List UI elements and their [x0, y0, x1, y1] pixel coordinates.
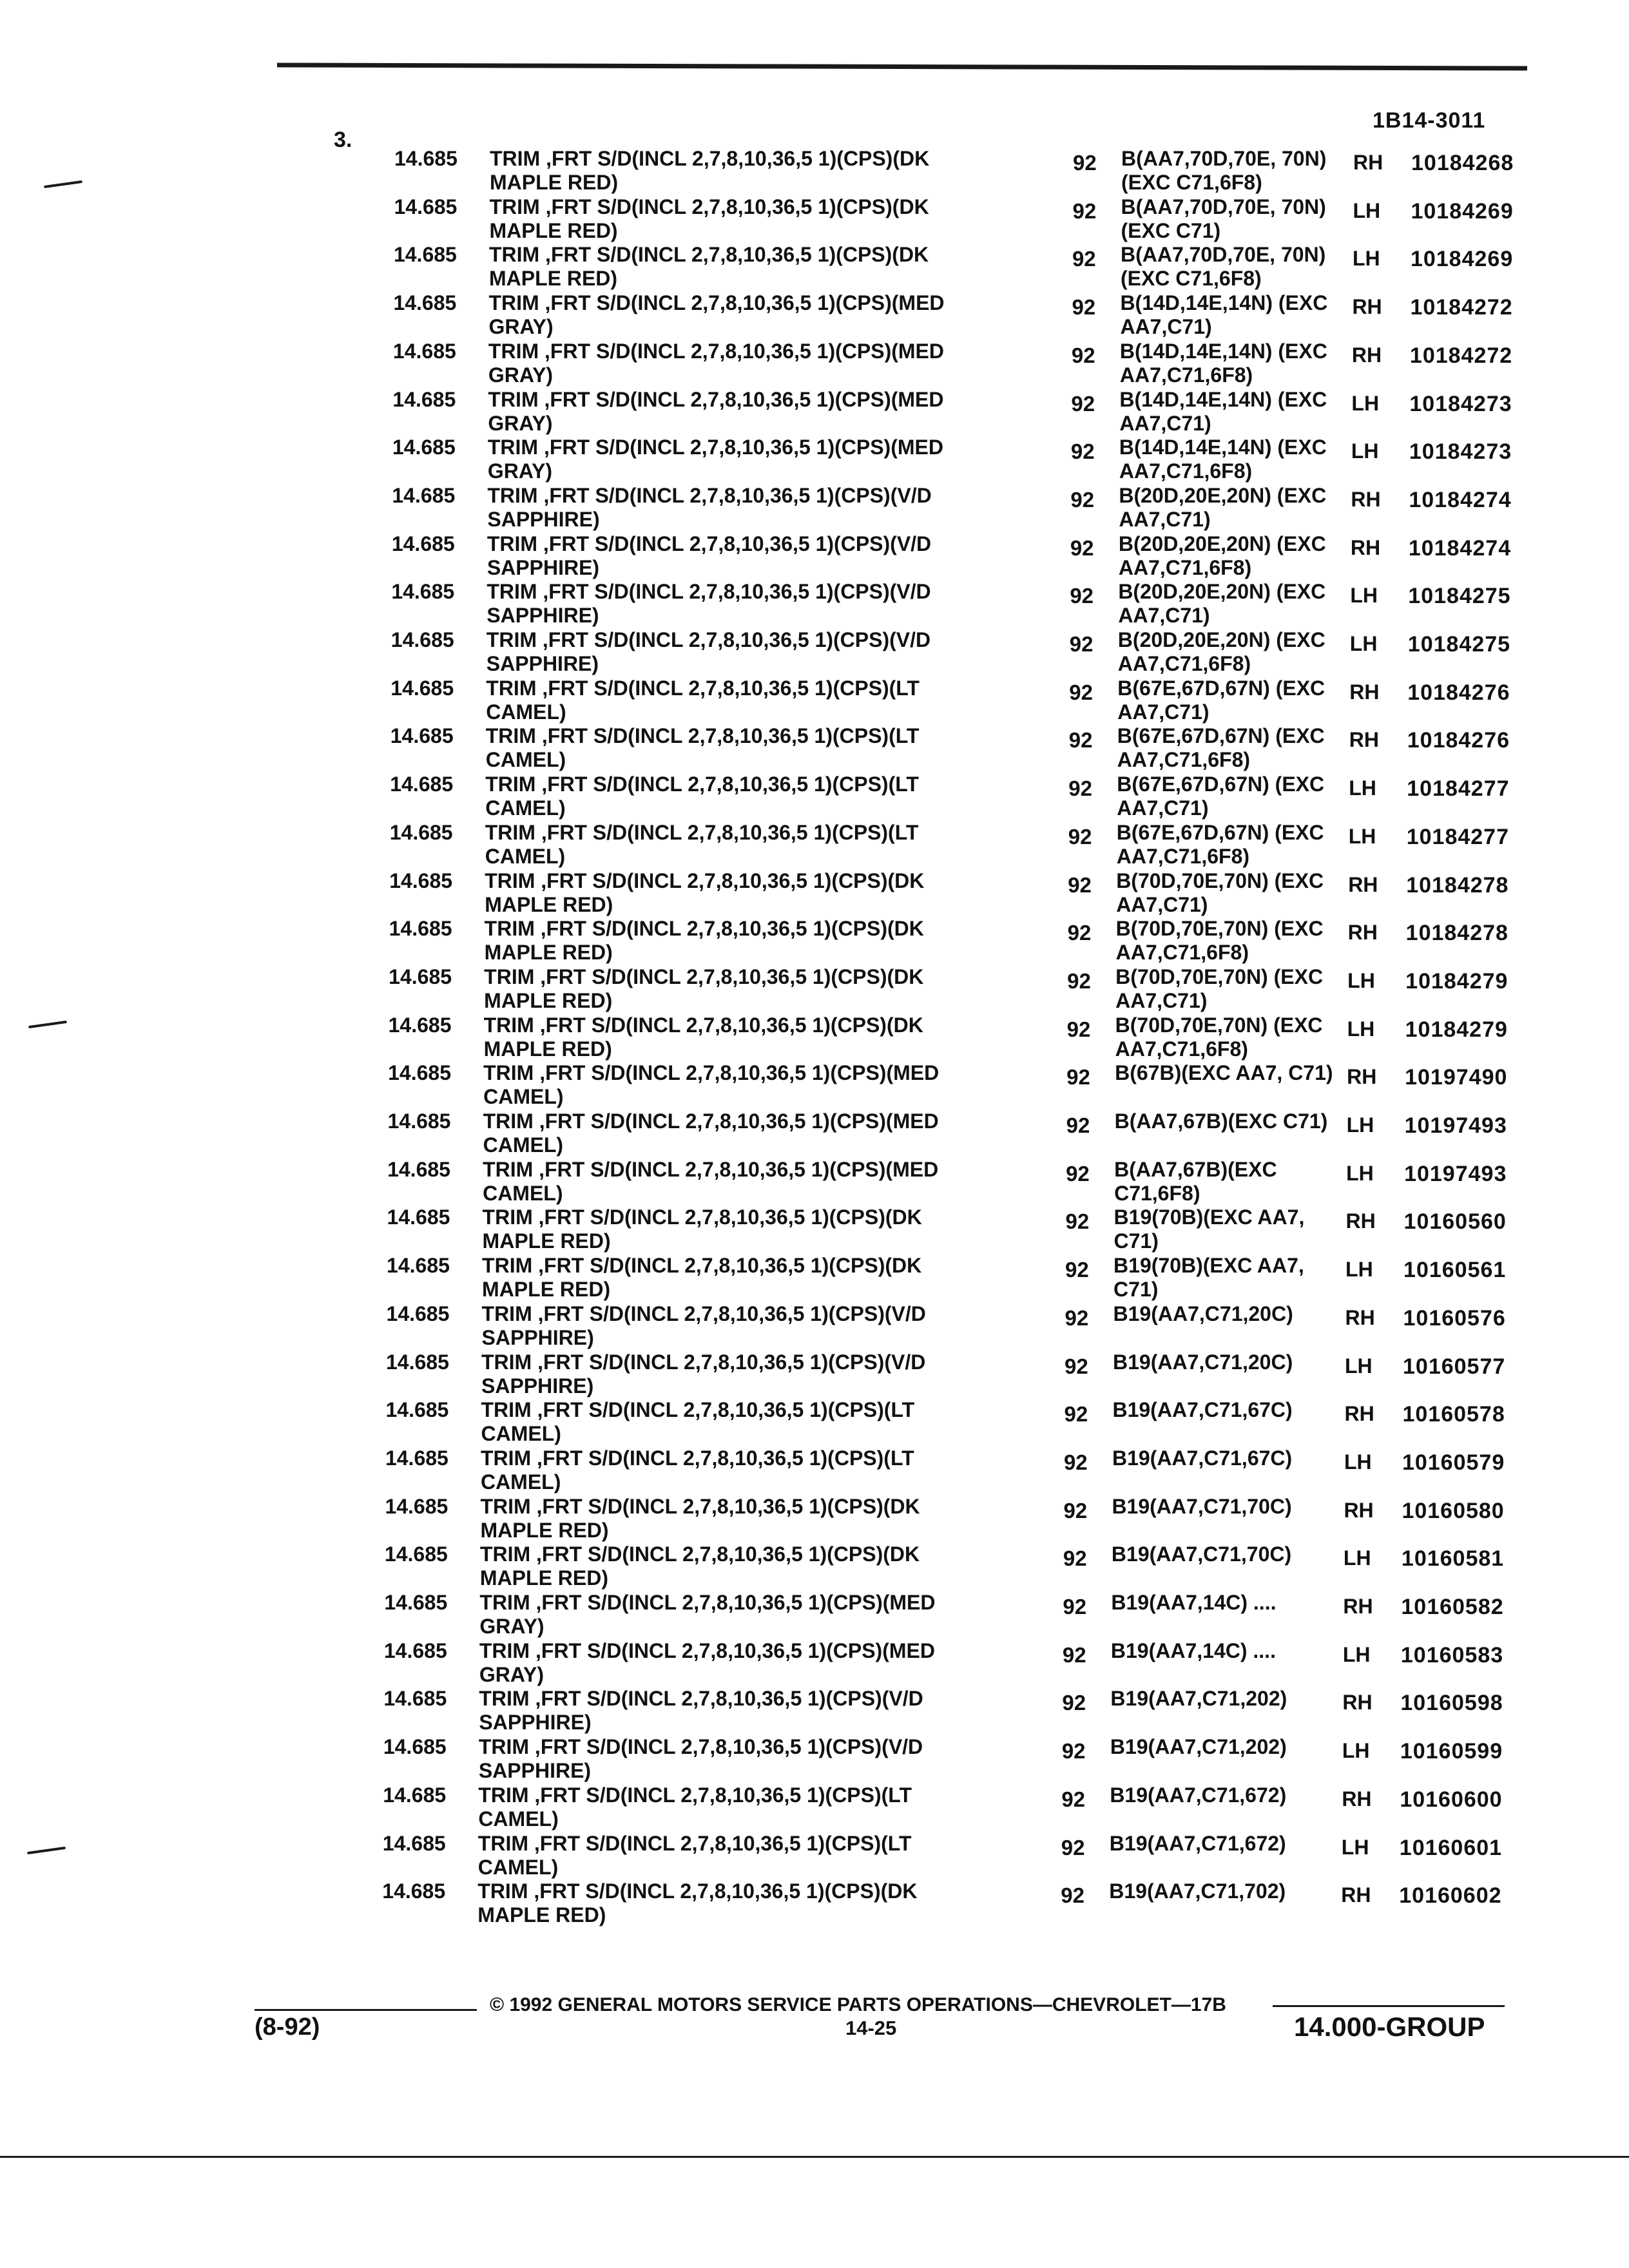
part-quantity: 92 [1070, 535, 1094, 560]
part-quantity: 92 [1061, 1883, 1084, 1908]
parts-row [0, 1591, 1629, 1639]
part-quantity: 92 [1070, 439, 1095, 464]
part-number: 10160561 [1403, 1258, 1507, 1283]
parts-row [0, 1446, 1629, 1495]
part-side: RH [1352, 295, 1382, 319]
part-group-number: 14.685 [391, 580, 455, 604]
part-quantity: 92 [1065, 1305, 1089, 1330]
part-side: RH [1345, 1305, 1375, 1329]
part-group-number: 14.685 [383, 1639, 447, 1662]
part-description: TRIM ,FRT S/D(INCL 2,7,8,10,36,5 1)(CPS)(DK MAPLE RED) [482, 1254, 922, 1302]
part-side: RH [1347, 1065, 1377, 1089]
part-number: 10160601 [1399, 1835, 1503, 1860]
footer-group-label: 14.000-GROUP [1294, 2012, 1485, 2042]
part-description: TRIM ,FRT S/D(INCL 2,7,8,10,36,5 1)(CPS)(V/D SAPPHIRE) [487, 483, 932, 531]
part-quantity: 92 [1066, 1113, 1090, 1137]
part-description: TRIM ,FRT S/D(INCL 2,7,8,10,36,5 1)(CPS)(DK MAPLE RED) [480, 1494, 920, 1542]
item-number: 3. [334, 128, 352, 152]
part-number: 10184275 [1407, 632, 1511, 657]
part-number: 10160560 [1403, 1209, 1507, 1235]
footer-rule-right [1273, 2005, 1505, 2007]
part-number: 10160581 [1401, 1546, 1505, 1571]
part-number: 10160578 [1402, 1402, 1505, 1427]
part-number: 10184268 [1411, 151, 1514, 175]
part-number: 10184272 [1410, 295, 1513, 320]
parts-row [0, 1639, 1629, 1687]
part-number: 10184279 [1405, 968, 1509, 994]
part-side: LH [1351, 391, 1380, 415]
part-description: TRIM ,FRT S/D(INCL 2,7,8,10,36,5 1)(CPS)(LT CAMEL) [486, 676, 920, 724]
part-quantity: 92 [1073, 151, 1097, 175]
part-model-usage: B(20D,20E,20N) (EXC AA7,C71) [1119, 483, 1327, 531]
part-side: LH [1353, 198, 1381, 222]
part-quantity: 92 [1072, 247, 1096, 271]
part-side: RH [1342, 1691, 1373, 1715]
part-model-usage: B(20D,20E,20N) (EXC AA7,C71) [1118, 580, 1326, 628]
part-number: 10160583 [1400, 1642, 1504, 1667]
part-model-usage: B19(AA7,C71,70C) [1111, 1542, 1292, 1566]
part-group-number: 14.685 [387, 1254, 450, 1278]
part-model-usage: B19(AA7,C71,20C) [1113, 1302, 1293, 1325]
parts-row [0, 532, 1629, 581]
page-code: 1B14-3011 [1373, 108, 1486, 133]
parts-row [0, 677, 1629, 725]
part-group-number: 14.685 [385, 1446, 448, 1470]
part-description: TRIM ,FRT S/D(INCL 2,7,8,10,36,5 1)(CPS)(V/D SAPPHIRE) [478, 1735, 923, 1783]
part-model-usage: B(70D,70E,70N) (EXC AA7,C71,6F8) [1115, 917, 1324, 965]
parts-row [0, 1014, 1629, 1062]
parts-row [0, 1206, 1629, 1254]
part-model-usage: B19(AA7,C71,702) [1109, 1879, 1286, 1903]
part-quantity: 92 [1065, 1258, 1089, 1282]
parts-row [0, 340, 1629, 388]
part-description: TRIM ,FRT S/D(INCL 2,7,8,10,36,5 1)(CPS)(MED GRAY) [488, 339, 944, 387]
part-group-number: 14.685 [390, 724, 454, 748]
part-quantity: 92 [1065, 1354, 1088, 1378]
part-side: LH [1345, 1258, 1373, 1282]
part-number: 10160580 [1402, 1498, 1505, 1523]
part-quantity: 92 [1070, 584, 1094, 608]
part-group-number: 14.685 [391, 532, 455, 555]
parts-row [0, 243, 1629, 291]
part-model-usage: B(20D,20E,20N) (EXC AA7,C71,6F8) [1118, 532, 1326, 579]
page-bottom-rule [0, 2156, 1629, 2158]
part-description: TRIM ,FRT S/D(INCL 2,7,8,10,36,5 1)(CPS)(LT CAMEL) [485, 773, 919, 820]
part-description: TRIM ,FRT S/D(INCL 2,7,8,10,36,5 1)(CPS)(DK MAPLE RED) [484, 917, 924, 965]
part-quantity: 92 [1068, 728, 1093, 753]
part-number: 10184279 [1405, 1017, 1508, 1042]
part-quantity: 92 [1068, 824, 1092, 849]
part-description: TRIM ,FRT S/D(INCL 2,7,8,10,36,5 1)(CPS)(DK MAPLE RED) [485, 869, 925, 916]
part-group-number: 14.685 [387, 1110, 451, 1133]
part-model-usage: B(67E,67D,67N) (EXC AA7,C71) [1117, 773, 1325, 820]
part-group-number: 14.685 [393, 243, 457, 267]
parts-row [0, 1398, 1629, 1446]
parts-row [0, 1254, 1629, 1302]
part-side: LH [1347, 968, 1375, 992]
part-group-number: 14.685 [383, 1783, 447, 1807]
part-quantity: 92 [1067, 921, 1092, 945]
part-model-usage: B19(AA7,C71,20C) [1113, 1350, 1293, 1374]
part-number: 10184272 [1409, 343, 1513, 368]
parts-row [0, 1735, 1629, 1783]
part-side: RH [1343, 1595, 1373, 1618]
part-group-number: 14.685 [393, 291, 457, 315]
part-quantity: 92 [1066, 1017, 1091, 1041]
part-number: 10160582 [1401, 1595, 1504, 1619]
part-side: LH [1346, 1161, 1374, 1185]
part-number: 10184277 [1406, 824, 1509, 849]
part-group-number: 14.685 [392, 387, 456, 411]
part-side: LH [1344, 1450, 1372, 1474]
part-number: 10160602 [1399, 1883, 1502, 1908]
part-quantity: 92 [1062, 1691, 1086, 1715]
parts-row [0, 1783, 1629, 1832]
parts-row [0, 821, 1629, 869]
part-description: TRIM ,FRT S/D(INCL 2,7,8,10,36,5 1)(CPS)(DK MAPLE RED) [484, 965, 924, 1012]
part-quantity: 92 [1064, 1402, 1088, 1427]
part-side: RH [1353, 151, 1383, 174]
part-description: TRIM ,FRT S/D(INCL 2,7,8,10,36,5 1)(CPS)(LT CAMEL) [478, 1783, 912, 1831]
part-number: 10160577 [1403, 1354, 1506, 1379]
part-quantity: 92 [1068, 872, 1092, 897]
part-group-number: 14.685 [383, 1735, 447, 1759]
part-group-number: 14.685 [382, 1831, 446, 1855]
part-side: RH [1344, 1402, 1374, 1426]
part-quantity: 92 [1061, 1739, 1086, 1763]
parts-row [0, 1158, 1629, 1206]
parts-row [0, 1110, 1629, 1158]
parts-row [0, 1495, 1629, 1543]
part-quantity: 92 [1066, 1065, 1090, 1090]
part-model-usage: B(67E,67D,67N) (EXC AA7,C71,6F8) [1117, 724, 1325, 772]
part-quantity: 92 [1067, 968, 1091, 993]
part-model-usage: B(70D,70E,70N) (EXC AA7,C71) [1115, 965, 1324, 1012]
part-group-number: 14.685 [385, 1494, 448, 1518]
part-number: 10197490 [1405, 1065, 1508, 1090]
part-side: RH [1341, 1883, 1371, 1907]
part-model-usage: B19(70B)(EXC AA7, C71) [1113, 1206, 1305, 1253]
part-group-number: 14.685 [385, 1398, 449, 1422]
part-model-usage: B(AA7,70D,70E, 70N)(EXC C71) [1121, 195, 1326, 242]
part-model-usage: B19(AA7,C71,202) [1110, 1687, 1287, 1711]
part-side: RH [1351, 343, 1382, 367]
part-group-number: 14.685 [386, 1350, 449, 1374]
part-description: TRIM ,FRT S/D(INCL 2,7,8,10,36,5 1)(CPS)(V/D SAPPHIRE) [487, 580, 931, 628]
part-group-number: 14.685 [389, 917, 452, 941]
part-quantity: 92 [1066, 1161, 1090, 1186]
part-side: LH [1343, 1546, 1371, 1570]
part-quantity: 92 [1061, 1835, 1085, 1860]
part-side: RH [1351, 487, 1381, 511]
part-group-number: 14.685 [389, 869, 453, 892]
part-side: RH [1349, 680, 1380, 704]
part-side: LH [1349, 632, 1378, 655]
part-number: 10184278 [1406, 872, 1509, 898]
footer-rule-left [255, 2009, 477, 2011]
part-number: 10184278 [1405, 921, 1509, 946]
part-side: RH [1344, 1498, 1374, 1522]
parts-row [0, 917, 1629, 965]
part-quantity: 92 [1071, 343, 1095, 367]
part-model-usage: B19(70B)(EXC AA7, C71) [1113, 1254, 1304, 1302]
part-side: LH [1342, 1739, 1370, 1763]
part-number: 10160598 [1400, 1691, 1503, 1716]
part-description: TRIM ,FRT S/D(INCL 2,7,8,10,36,5 1)(CPS)(DK MAPLE RED) [488, 243, 929, 291]
part-quantity: 92 [1063, 1595, 1087, 1619]
part-number: 10184276 [1407, 728, 1510, 753]
parts-row [0, 724, 1629, 773]
part-quantity: 92 [1069, 632, 1094, 656]
part-quantity: 92 [1068, 776, 1092, 801]
footer-revision-date: (8-92) [255, 2013, 320, 2041]
footer-page-number: 14-25 [845, 2017, 897, 2039]
part-number: 10184277 [1407, 776, 1510, 802]
part-quantity: 92 [1072, 198, 1097, 223]
part-model-usage: B(AA7,70D,70E, 70N)(EXC C71,6F8) [1121, 147, 1327, 194]
part-description: TRIM ,FRT S/D(INCL 2,7,8,10,36,5 1)(CPS)(DK MAPLE RED) [479, 1542, 920, 1590]
parts-row [0, 388, 1629, 436]
part-description: TRIM ,FRT S/D(INCL 2,7,8,10,36,5 1)(CPS)(LT CAMEL) [480, 1446, 914, 1494]
parts-row [0, 965, 1629, 1014]
part-model-usage: B19(AA7,14C) .... [1111, 1591, 1277, 1614]
part-side: RH [1342, 1787, 1372, 1811]
part-number: 10197493 [1404, 1161, 1507, 1186]
part-side: LH [1351, 439, 1379, 463]
parts-row [0, 1350, 1629, 1399]
part-number: 10184274 [1408, 535, 1512, 561]
part-group-number: 14.685 [387, 1157, 450, 1181]
part-side: LH [1352, 247, 1380, 271]
part-side: LH [1345, 1354, 1373, 1378]
part-model-usage: B19(AA7,C71,67C) [1112, 1446, 1293, 1470]
part-group-number: 14.685 [390, 773, 454, 796]
part-side: RH [1345, 1209, 1376, 1233]
part-model-usage: B19(AA7,C71,202) [1110, 1735, 1287, 1759]
part-side: RH [1348, 872, 1378, 896]
parts-row [0, 1302, 1629, 1350]
part-side: RH [1349, 728, 1379, 752]
parts-row [0, 1832, 1629, 1880]
part-description: TRIM ,FRT S/D(INCL 2,7,8,10,36,5 1)(CPS)(DK MAPLE RED) [489, 195, 929, 242]
parts-row [0, 628, 1629, 677]
part-group-number: 14.685 [392, 436, 456, 459]
part-number: 10160600 [1400, 1787, 1503, 1812]
parts-row [0, 291, 1629, 340]
part-side: LH [1349, 776, 1376, 800]
part-description: TRIM ,FRT S/D(INCL 2,7,8,10,36,5 1)(CPS)(MED GRAY) [488, 291, 945, 339]
parts-row [0, 436, 1629, 484]
part-group-number: 14.685 [382, 1879, 446, 1903]
part-group-number: 14.685 [394, 147, 458, 170]
part-number: 10184269 [1411, 198, 1514, 224]
part-description: TRIM ,FRT S/D(INCL 2,7,8,10,36,5 1)(CPS)(MED GRAY) [488, 387, 944, 435]
part-description: TRIM ,FRT S/D(INCL 2,7,8,10,36,5 1)(CPS)(LT CAMEL) [477, 1831, 912, 1879]
part-model-usage: B(70D,70E,70N) (EXC AA7,C71,6F8) [1115, 1013, 1323, 1061]
part-number: 10197493 [1404, 1113, 1507, 1138]
part-model-usage: B19(AA7,14C) .... [1110, 1639, 1276, 1662]
parts-row [0, 484, 1629, 532]
part-side: RH [1350, 535, 1381, 559]
part-side: LH [1350, 584, 1378, 608]
part-quantity: 92 [1063, 1450, 1088, 1474]
part-description: TRIM ,FRT S/D(INCL 2,7,8,10,36,5 1)(CPS)(MED CAMEL) [483, 1157, 939, 1205]
part-description: TRIM ,FRT S/D(INCL 2,7,8,10,36,5 1)(CPS)(MED CAMEL) [483, 1061, 940, 1109]
part-description: TRIM ,FRT S/D(INCL 2,7,8,10,36,5 1)(CPS)(LT CAMEL) [485, 820, 919, 868]
part-model-usage: B(AA7,67B)(EXC C71,6F8) [1114, 1157, 1277, 1205]
part-description: TRIM ,FRT S/D(INCL 2,7,8,10,36,5 1)(CPS)(MED CAMEL) [483, 1110, 939, 1157]
part-model-usage: B(14D,14E,14N) (EXC AA7,C71) [1120, 291, 1328, 339]
parts-row [0, 147, 1629, 195]
part-description: TRIM ,FRT S/D(INCL 2,7,8,10,36,5 1)(CPS)(DK MAPLE RED) [483, 1013, 923, 1061]
part-group-number: 14.685 [386, 1302, 450, 1325]
part-number: 10184275 [1408, 584, 1511, 609]
part-description: TRIM ,FRT S/D(INCL 2,7,8,10,36,5 1)(CPS)(MED GRAY) [479, 1591, 936, 1638]
part-number: 10184273 [1409, 439, 1512, 465]
part-group-number: 14.685 [387, 1206, 450, 1229]
parts-row [0, 1687, 1629, 1735]
part-model-usage: B(14D,14E,14N) (EXC AA7,C71,6F8) [1119, 339, 1327, 387]
part-description: TRIM ,FRT S/D(INCL 2,7,8,10,36,5 1)(CPS)(DK MAPLE RED) [482, 1206, 922, 1253]
part-quantity: 92 [1072, 295, 1096, 320]
parts-row [0, 1061, 1629, 1110]
part-description: TRIM ,FRT S/D(INCL 2,7,8,10,36,5 1)(CPS)(V/D SAPPHIRE) [486, 628, 931, 675]
part-quantity: 92 [1063, 1498, 1088, 1523]
part-model-usage: B(AA7,67B)(EXC C71) [1114, 1110, 1328, 1133]
part-quantity: 92 [1063, 1546, 1087, 1571]
part-group-number: 14.685 [389, 965, 452, 988]
part-description: TRIM ,FRT S/D(INCL 2,7,8,10,36,5 1)(CPS)(V/D SAPPHIRE) [487, 532, 932, 579]
part-group-number: 14.685 [388, 1061, 451, 1085]
part-group-number: 14.685 [390, 676, 454, 700]
parts-row [0, 580, 1629, 628]
part-description: TRIM ,FRT S/D(INCL 2,7,8,10,36,5 1)(CPS)(DK MAPLE RED) [490, 147, 930, 194]
part-side: LH [1348, 824, 1376, 848]
part-group-number: 14.685 [390, 628, 454, 651]
part-group-number: 14.685 [384, 1542, 448, 1566]
part-number: 10184276 [1407, 680, 1510, 705]
part-description: TRIM ,FRT S/D(INCL 2,7,8,10,36,5 1)(CPS)(LT CAMEL) [481, 1398, 915, 1446]
part-number: 10160599 [1400, 1739, 1503, 1764]
part-model-usage: B(67B)(EXC AA7, C71) [1115, 1061, 1333, 1085]
part-model-usage: B19(AA7,C71,672) [1109, 1831, 1286, 1855]
part-quantity: 92 [1069, 680, 1093, 704]
part-group-number: 14.685 [392, 339, 456, 363]
part-description: TRIM ,FRT S/D(INCL 2,7,8,10,36,5 1)(CPS)(MED GRAY) [487, 436, 943, 483]
part-quantity: 92 [1071, 391, 1095, 416]
part-quantity: 92 [1062, 1642, 1086, 1667]
part-model-usage: B19(AA7,C71,672) [1110, 1783, 1287, 1807]
parts-row [0, 1542, 1629, 1591]
part-model-usage: B(20D,20E,20N) (EXC AA7,C71,6F8) [1117, 628, 1325, 675]
part-side: LH [1341, 1835, 1369, 1859]
part-number: 10184273 [1409, 391, 1512, 416]
part-side: LH [1346, 1113, 1374, 1137]
part-model-usage: B(67E,67D,67N) (EXC AA7,C71,6F8) [1116, 820, 1324, 868]
part-number: 10184274 [1409, 487, 1512, 512]
part-model-usage: B(14D,14E,14N) (EXC AA7,C71,6F8) [1119, 436, 1327, 483]
part-description: TRIM ,FRT S/D(INCL 2,7,8,10,36,5 1)(CPS)(LT CAMEL) [485, 724, 920, 772]
part-quantity: 92 [1065, 1209, 1090, 1234]
part-number: 10160576 [1403, 1305, 1506, 1331]
part-description: TRIM ,FRT S/D(INCL 2,7,8,10,36,5 1)(CPS)(V/D SAPPHIRE) [479, 1687, 923, 1735]
part-side: LH [1347, 1017, 1375, 1041]
part-side: LH [1342, 1642, 1371, 1666]
part-model-usage: B19(AA7,C71,67C) [1112, 1398, 1293, 1422]
part-number: 10160579 [1402, 1450, 1505, 1475]
part-model-usage: B(67E,67D,67N) (EXC AA7,C71) [1117, 676, 1325, 724]
part-quantity: 92 [1070, 487, 1095, 512]
part-group-number: 14.685 [384, 1591, 448, 1614]
part-group-number: 14.685 [388, 1013, 452, 1037]
part-quantity: 92 [1061, 1787, 1086, 1811]
part-description: TRIM ,FRT S/D(INCL 2,7,8,10,36,5 1)(CPS)(V/D SAPPHIRE) [481, 1302, 926, 1349]
part-group-number: 14.685 [394, 195, 458, 218]
parts-row [0, 773, 1629, 821]
part-group-number: 14.685 [389, 820, 453, 844]
part-group-number: 14.685 [383, 1687, 447, 1711]
footer-copyright: © 1992 GENERAL MOTORS SERVICE PARTS OPERATIONS—CHEVROLET—17B [490, 1994, 1226, 2015]
part-description: TRIM ,FRT S/D(INCL 2,7,8,10,36,5 1)(CPS)(V/D SAPPHIRE) [481, 1350, 926, 1398]
part-model-usage: B(70D,70E,70N) (EXC AA7,C71) [1116, 869, 1324, 916]
part-group-number: 14.685 [392, 483, 456, 507]
part-model-usage: B(14D,14E,14N) (EXC AA7,C71) [1119, 387, 1327, 435]
part-description: TRIM ,FRT S/D(INCL 2,7,8,10,36,5 1)(CPS)(MED GRAY) [479, 1639, 935, 1686]
part-model-usage: B19(AA7,C71,70C) [1112, 1494, 1292, 1518]
part-description: TRIM ,FRT S/D(INCL 2,7,8,10,36,5 1)(CPS)(DK MAPLE RED) [477, 1879, 918, 1927]
parts-row [0, 195, 1629, 244]
parts-row [0, 1879, 1629, 1928]
part-number: 10184269 [1410, 247, 1514, 272]
parts-row [0, 869, 1629, 918]
part-model-usage: B(AA7,70D,70E, 70N)(EXC C71,6F8) [1120, 243, 1326, 291]
part-side: RH [1347, 921, 1378, 945]
